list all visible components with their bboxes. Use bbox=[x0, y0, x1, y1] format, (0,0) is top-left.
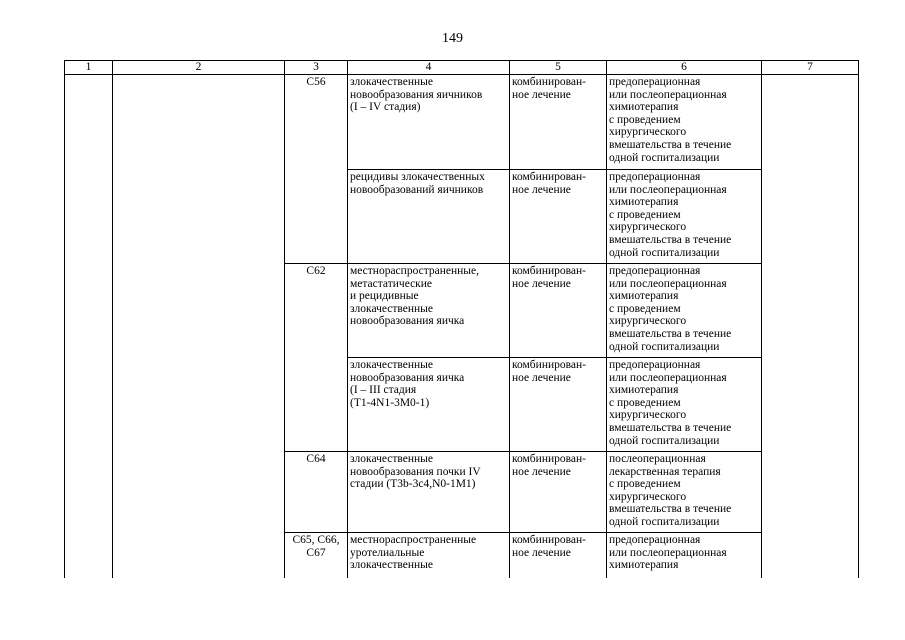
cell-icd-code: C56 bbox=[285, 75, 348, 264]
cell-col1-empty bbox=[65, 75, 113, 579]
cell-treatment-method: предоперационная или послеоперационная химиотерапия bbox=[607, 533, 762, 579]
column-header-1: 1 bbox=[65, 61, 113, 75]
cell-diagnosis: местнораспространенные, метастатические и рецидивные злокачественные новообразования яичка bbox=[348, 264, 510, 358]
cell-diagnosis: местнораспространенные уротелиальные злокачественные bbox=[348, 533, 510, 579]
column-header-5: 5 bbox=[510, 61, 607, 75]
cell-col7-empty bbox=[762, 75, 859, 579]
cell-icd-code: C64 bbox=[285, 452, 348, 533]
cell-treatment-type: комбинирован- ное лечение bbox=[510, 170, 607, 264]
table-header-row bbox=[65, 61, 859, 75]
medical-care-table bbox=[64, 60, 859, 578]
cell-treatment-type: комбинирован- ное лечение bbox=[510, 264, 607, 358]
cell-treatment-type: комбинирован- ное лечение bbox=[510, 452, 607, 533]
cell-diagnosis: злокачественные новообразования почки IV стадии (T3b-3c4,N0-1M1) bbox=[348, 452, 510, 533]
cell-icd-code: C62 bbox=[285, 264, 348, 452]
column-header-3: 3 bbox=[285, 61, 348, 75]
cell-treatment-method: предоперационная или послеоперационная химиотерапия с проведением хирургического вмешательства в течение одной госпитализации bbox=[607, 358, 762, 452]
cell-icd-code: C65, C66, C67 bbox=[285, 533, 348, 579]
cell-col2-empty bbox=[113, 75, 285, 579]
cell-treatment-type: комбинирован- ное лечение bbox=[510, 75, 607, 170]
column-header-7: 7 bbox=[762, 61, 859, 75]
cell-treatment-type: комбинирован- ное лечение bbox=[510, 358, 607, 452]
cell-treatment-type: комбинирован- ное лечение bbox=[510, 533, 607, 579]
page-number: 149 bbox=[442, 31, 463, 46]
column-header-4: 4 bbox=[348, 61, 510, 75]
cell-treatment-method: предоперационная или послеоперационная химиотерапия с проведением хирургического вмешательства в течение одной госпитализации bbox=[607, 170, 762, 264]
cell-diagnosis: злокачественные новообразования яичка (I – III стадия (T1-4N1-3M0-1) bbox=[348, 358, 510, 452]
cell-treatment-method: предоперационная или послеоперационная химиотерапия с проведением хирургического вмешательства в течение одной госпитализации bbox=[607, 75, 762, 170]
column-header-6: 6 bbox=[607, 61, 762, 75]
cell-diagnosis: злокачественные новообразования яичников (I – IV стадия) bbox=[348, 75, 510, 170]
table-row bbox=[65, 75, 859, 170]
column-header-2: 2 bbox=[113, 61, 285, 75]
cell-diagnosis: рецидивы злокачественных новообразований яичников bbox=[348, 170, 510, 264]
cell-treatment-method: предоперационная или послеоперационная химиотерапия с проведением хирургического вмешательства в течение одной госпитализации bbox=[607, 264, 762, 358]
cell-treatment-method: послеоперационная лекарственная терапия с проведением хирургического вмешательства в течение одной госпитализации bbox=[607, 452, 762, 533]
